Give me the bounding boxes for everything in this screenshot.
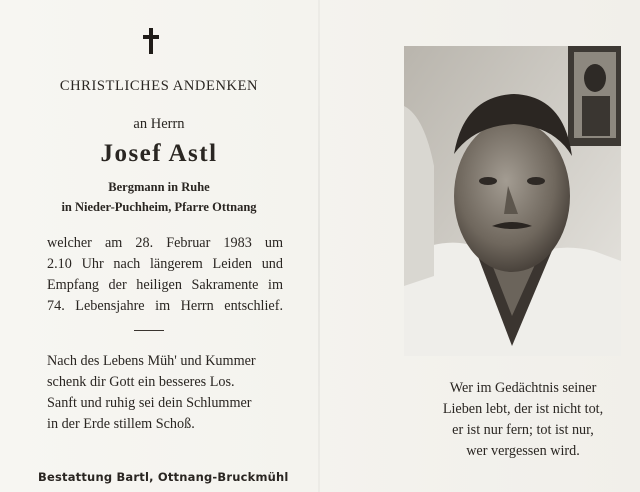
divider: [134, 330, 164, 331]
residence: in Nieder-Puchheim, Pfarre Ottnang: [61, 200, 257, 214]
poem-line: Nach des Lebens Müh' und Kummer: [47, 353, 256, 369]
poem: [47, 351, 283, 435]
card-fold: [318, 0, 320, 492]
quote-line: Wer im Gedächtnis seiner: [449, 380, 597, 396]
salutation: an Herrn: [133, 116, 185, 132]
occupation: Bergmann in Ruhe: [108, 180, 210, 194]
latin-cross-icon: [143, 28, 159, 54]
death-notice-line: 74. Lebensjahre im Herrn entschlief.: [47, 298, 283, 314]
death-notice: [47, 233, 283, 317]
death-notice-line: Empfang der heiligen Sakramente im: [47, 277, 283, 293]
death-notice-line: 2.10 Uhr nach längerem Leiden und: [47, 256, 283, 272]
heading: CHRISTLICHES ANDENKEN: [59, 78, 259, 94]
poem-line: in der Erde stillem Schoß.: [47, 416, 195, 432]
quote-line: er ist nur fern; tot ist nur,: [452, 422, 594, 438]
deceased-name: Josef Astl: [100, 140, 218, 167]
poem-line: Sanft und ruhig sei dein Schlummer: [47, 395, 252, 411]
left-panel: [0, 0, 318, 492]
quote-line: wer vergessen wird.: [466, 443, 580, 459]
death-notice-line: welcher am 28. Februar 1983 um: [47, 235, 283, 251]
portrait-photo: [404, 46, 621, 356]
memorial-quote: [418, 378, 628, 462]
quote-line: Lieben lebt, der ist nicht tot,: [442, 401, 604, 417]
funeral-home: Bestattung Bartl, Ottnang-Bruckmühl: [38, 470, 289, 484]
poem-line: schenk dir Gott ein besseres Los.: [47, 374, 235, 390]
